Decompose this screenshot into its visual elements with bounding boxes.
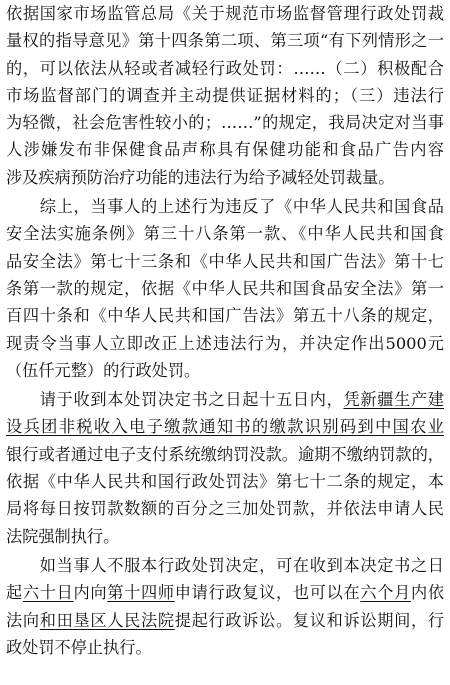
text-line [6, 386, 444, 413]
text-line [6, 109, 444, 136]
text-line [6, 468, 444, 495]
text-line [6, 302, 444, 329]
text-line [6, 413, 444, 440]
text-segment: 如当事人不服本行政处罚决定，可在收到本决定书之日 [6, 555, 444, 575]
text-segment: 法院强制执行。 [6, 526, 120, 546]
text-line [6, 164, 444, 191]
text-segment: 为轻微，社会危害性较小的；……”的规定，我局决定对当事 [6, 113, 444, 133]
text-segment: 安全法实施条例》第三十八条第一款、《中华人民共和国食 [6, 224, 444, 244]
text-segment: 内向 [73, 583, 108, 603]
paragraph-legal-basis [6, 0, 444, 191]
paragraph-conclusion [6, 193, 444, 384]
text-segment: 涉及疾病预防治疗功能的违法行为给予减轻处罚裁量。 [6, 167, 395, 187]
text-line [6, 579, 444, 606]
text-segment: 提起行政诉讼。复议和诉讼期间，行 [174, 610, 444, 630]
text-line [6, 330, 444, 357]
text-line [6, 357, 444, 384]
text-line [6, 193, 444, 220]
text-line [6, 441, 444, 468]
underlined-text: 第十四师 [107, 583, 175, 603]
text-line [6, 82, 444, 109]
decision-document [6, 0, 444, 661]
text-segment: 量权的指导意见》第十四条第二项、第三项“有下列情形之一 [6, 31, 444, 51]
text-segment: 银行或者通过电子支付系统缴纳罚没款。逾期不缴纳罚款的， [6, 444, 444, 464]
text-segment: 依据《中华人民共和国行政处罚法》第七十二条的规定，本 [6, 472, 444, 492]
underlined-text: 和田垦区人民法院 [39, 610, 175, 630]
text-segment: 政处罚不停止执行。 [6, 637, 152, 657]
text-segment: 现责令当事人立即改正上述违法行为，并决定作出5000元 [6, 333, 444, 353]
text-line [6, 55, 444, 82]
text-segment: 品安全法》第七十三条和《中华人民共和国广告法》第十七 [6, 251, 444, 271]
underlined-text: 设兵团非税收入电子缴款通知书的缴款识别码到中国农业 [6, 417, 444, 437]
text-line [6, 220, 444, 247]
text-segment: 人涉嫌发布非保健食品声称具有保健功能和食品广告内容 [6, 140, 444, 160]
text-line [6, 495, 444, 522]
underlined-text: 六十日 [22, 583, 74, 603]
text-segment: 条第一款的规定，依据《中华人民共和国食品安全法》第一 [6, 278, 444, 298]
text-segment: 综上，当事人的上述行为违反了《中华人民共和国食品 [6, 197, 444, 217]
underlined-text: 六个月 [360, 583, 411, 603]
text-segment: 法向 [6, 610, 40, 630]
text-line [6, 248, 444, 275]
text-segment: 起 [6, 583, 23, 603]
text-segment: 百四十条和《中华人民共和国广告法》第五十八条的规定， [6, 306, 444, 326]
text-line [6, 634, 444, 661]
text-segment: 请于收到本处罚决定书之日起十五日内， [6, 390, 344, 410]
underlined-text: 凭新疆生产建 [343, 390, 444, 410]
text-segment: 依据国家市场监管总局《关于规范市场监督管理行政处罚裁 [6, 4, 444, 23]
text-segment: 市场监督部门的调查并主动提供证据材料的；（三）违法行 [6, 85, 444, 105]
text-segment: 局将每日按罚款数额的百分之三加处罚款，并依法申请人民 [6, 499, 444, 519]
text-line [6, 27, 444, 54]
text-segment: 的，可以依法从轻或者减轻行政处罚：……（二）积极配合 [6, 58, 444, 78]
text-line [6, 607, 444, 634]
text-line [6, 0, 444, 27]
paragraph-appeal-rights [6, 552, 444, 661]
paragraph-payment-instructions [6, 386, 444, 550]
text-segment: （伍仟元整）的行政处罚。 [6, 360, 201, 380]
text-line [6, 136, 444, 163]
text-line [6, 275, 444, 302]
text-line [6, 523, 444, 550]
text-line [6, 552, 444, 579]
text-segment: 内依 [410, 583, 444, 603]
text-segment: 申请行政复议，也可以在 [174, 583, 361, 603]
